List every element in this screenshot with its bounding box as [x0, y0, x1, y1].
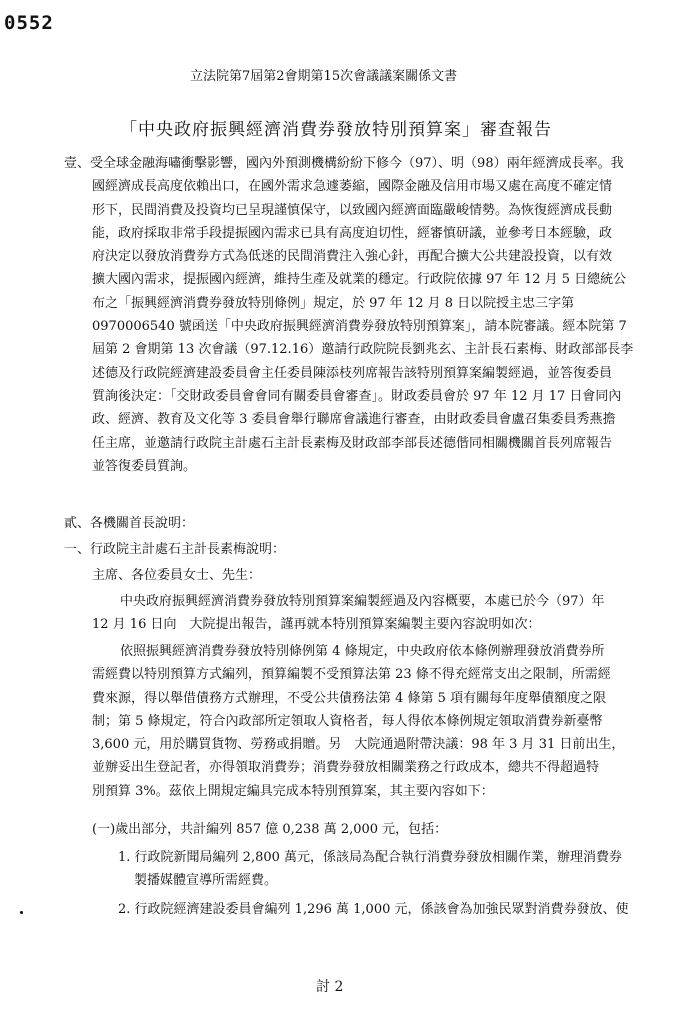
- text-line: 製播媒體宣導所需經費。: [134, 873, 278, 889]
- text-line: 擴大國內需求，提振國內經濟，維持生產及就業的穩定。行政院依據 97 年 12 月 5 日總統公: [92, 272, 627, 288]
- text-line: 述德及行政院經濟建設委員會主任委員陳添枝列席報告該特別預算案編製經過，並答復委員: [92, 365, 613, 381]
- text-line: 12 月 16 日向 大院提出報告，謹再就本特別預算案編製主要內容說明如次：: [92, 617, 541, 633]
- subsection-1-heading: 一、行政院主計處石主計長素梅說明：: [64, 542, 286, 557]
- text-line: 並辦妥出生登記者，亦得領取消費券；消費券發放相關業務之行政成本，總共不得超過特: [92, 760, 600, 776]
- section-2-heading: 貳、各機關首長說明：: [64, 516, 195, 531]
- page-number: 0552: [4, 12, 54, 34]
- text-line: 0970006540 號函送「中央政府振興經濟消費券發放特別預算案」，請本院審議。經本院第 7: [92, 319, 627, 335]
- text-line: 壹、受全球金融海嘯衝擊影響，國內外預測機構紛紛下修今（97）、明（98）兩年經濟成長率。我: [64, 156, 624, 171]
- list-item-2: [118, 898, 629, 921]
- text-line: 別預算 3%。茲依上開規定編具完成本特別預算案，其主要內容如下：: [92, 783, 494, 799]
- text-line: 質詢後決定：「交財政委員會會同有關委員會審查」。財政委員會於 97 年 12 月 17 日會同內: [92, 388, 622, 404]
- text-line: 制；第 5 條規定，符合內政部所定領取人資格者，每人得依本條例規定領取消費券新臺幣: [92, 713, 603, 729]
- text-line: 3,600 元，用於購買貨物、勞務或捐贈。另 大院通過附帶決議：98 年 3 月 31 日前出生，: [92, 737, 625, 753]
- salutation: 主席、各位委員女士、先生：: [92, 568, 262, 583]
- text-line: 1. 行政院新聞局編列 2,800 萬元，係該局為配合執行消費券發放相關作業，辦理消費券: [118, 850, 623, 865]
- text-line: 2. 行政院經濟建設委員會編列 1,296 萬 1,000 元，係該會為加強民眾對消費券發放、使: [118, 902, 629, 917]
- scan-speck: [20, 911, 23, 914]
- section-1-paragraph: [64, 152, 633, 478]
- list-item-1: [118, 846, 622, 893]
- text-line: 能，政府採取非常手段提振國內需求已具有高度迫切性，經審慎研議，並參考日本經驗，政: [92, 225, 613, 241]
- text-line: 任主席，並邀請行政院主計處石主計長素梅及財政部李部長述德偕同相關機關首長列席報告: [92, 435, 613, 451]
- text-line: 國經濟成長高度依賴出口，在國外需求急遽萎縮，國際金融及信用市場又處在高度不確定情: [92, 179, 613, 195]
- text-line: 布之「振興經濟消費券發放特別條例」規定，於 97 年 12 月 8 日以院授主忠三字第: [92, 295, 575, 311]
- text-line: 府決定以發放消費券方式為低迷的民間消費注入強心針，再配合擴大公共建設投資，以有效: [92, 249, 613, 265]
- text-line: 政、經濟、教育及文化等 3 委員會舉行聯席會議進行審查，由財政委員會盧召集委員秀燕擔: [92, 412, 616, 428]
- expenditure-heading: (一)歲出部分，共計編列 857 億 0,238 萬 2,000 元，包括：: [92, 822, 448, 837]
- document-header: 立法院第7屆第2會期第15次會議議案關係文書: [190, 69, 458, 84]
- text-line: 中央政府振興經濟消費券發放特別預算案編製經過及內容概要，本處已於今（97）年: [120, 594, 605, 609]
- text-line: 依照振興經濟消費券發放特別條例第 4 條規定，中央政府依本條例辦理發放消費券所: [120, 644, 605, 659]
- text-line: 形下，民間消費及投資均已呈現謹慎保守，以致國內經濟面臨嚴峻情勢。為恢復經濟成長動: [92, 202, 613, 218]
- text-line: 費來源，得以舉借債務方式辦理，不受公共債務法第 4 條第 5 項有關每年度舉債額度之限: [92, 690, 607, 706]
- paragraph-b: [92, 640, 624, 803]
- text-line: 並答復委員質詢。: [92, 458, 197, 474]
- text-line: 需經費以特別預算方式編列，預算編製不受預算法第 23 條不得充經常支出之限制，所需經: [92, 667, 611, 683]
- report-title: 「中央政府振興經濟消費券發放特別預算案」審查報告: [120, 120, 552, 140]
- text-line: 屆第 2 會期第 13 次會議（97.12.16）邀請行政院院長劉兆玄、主計長石素梅、財政部部長李: [92, 342, 634, 358]
- paragraph-a: [92, 590, 605, 637]
- page-footer: 討 2: [316, 979, 344, 995]
